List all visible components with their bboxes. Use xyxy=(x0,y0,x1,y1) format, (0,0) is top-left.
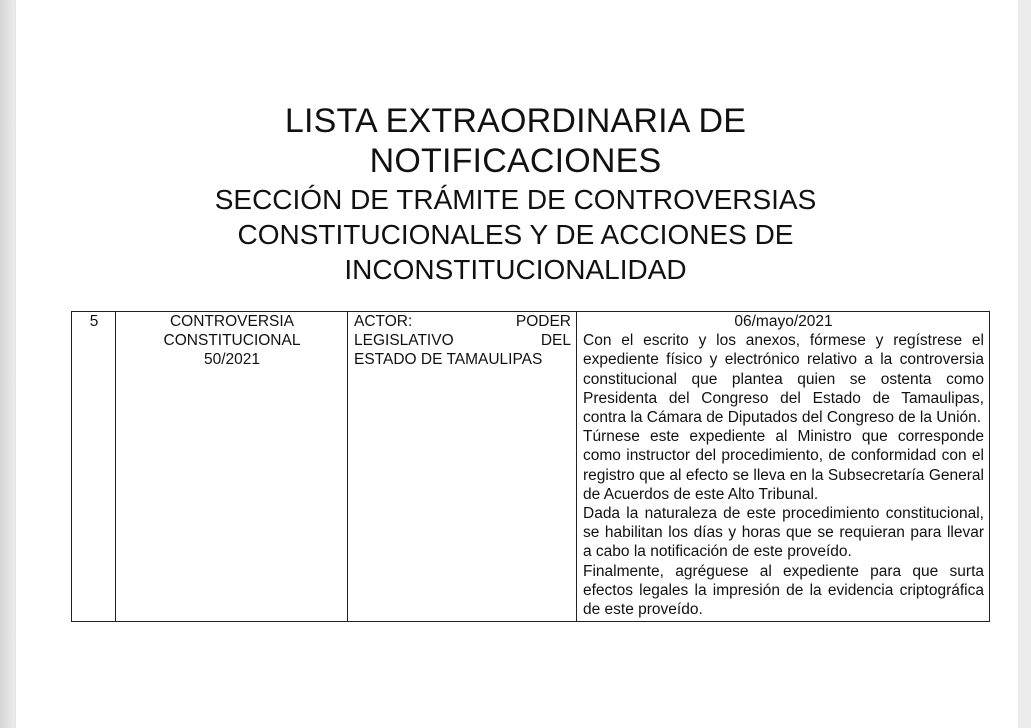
agreement-paragraph: Dada la naturaleza de este procedimiento constitucional, se habilitan los días y horas que se requieran para llevar a cabo la notificación de este proveído. xyxy=(583,505,984,561)
agreement-cell xyxy=(577,312,990,622)
parties-line: ACTOR: PODER xyxy=(354,313,571,330)
case-type-line: CONSTITUCIONAL xyxy=(163,332,301,350)
case-type-line: CONTROVERSIA xyxy=(169,313,294,330)
case-type-cell xyxy=(116,312,348,622)
agreement-paragraph: Finalmente, agréguese al expediente para que surta efectos legales la impresión de la evidencia criptográfica de este proveído. xyxy=(583,562,984,619)
subtitle-line: INCONSTITUCIONALIDAD xyxy=(344,254,687,285)
agreement-date: 06/mayo/2021 xyxy=(734,313,833,330)
agreement-paragraph: Túrnese este expediente al Ministro que corresponde como instructor del procedimiento, de conformidad con el registro que al efecto se lleva en la Subsecretaría General de Acuerdos de este Alto Tribunal. xyxy=(583,428,984,503)
parties-line: LEGISLATIVO DEL xyxy=(354,332,571,350)
title-line: LISTA EXTRAORDINARIA DE xyxy=(284,102,747,140)
subtitle-line: SECCIÓN DE TRÁMITE DE CONTROVERSIAS xyxy=(214,184,817,215)
parties-cell xyxy=(348,312,577,622)
entry-number: 5 xyxy=(72,312,116,622)
agreement-paragraph: Con el escrito y los anexos, fórmese y regístrese el expediente físico y electrónico relativo a la controversia constitucional que plantea quien se ostenta como Presidenta del Congreso del Estado de Tamaulipas, contra la Cámara de Diputados del Congreso de la Unión. xyxy=(583,332,984,427)
table-row xyxy=(72,312,990,622)
parties-line: ESTADO DE TAMAULIPAS xyxy=(354,351,543,369)
document-title xyxy=(0,101,1031,181)
notifications-table xyxy=(71,311,990,622)
title-line: NOTIFICACIONES xyxy=(369,142,662,180)
subtitle-line: CONSTITUCIONALES Y DE ACCIONES DE xyxy=(237,219,794,250)
document-subtitle xyxy=(0,182,1031,287)
case-number: 50/2021 xyxy=(203,351,261,369)
